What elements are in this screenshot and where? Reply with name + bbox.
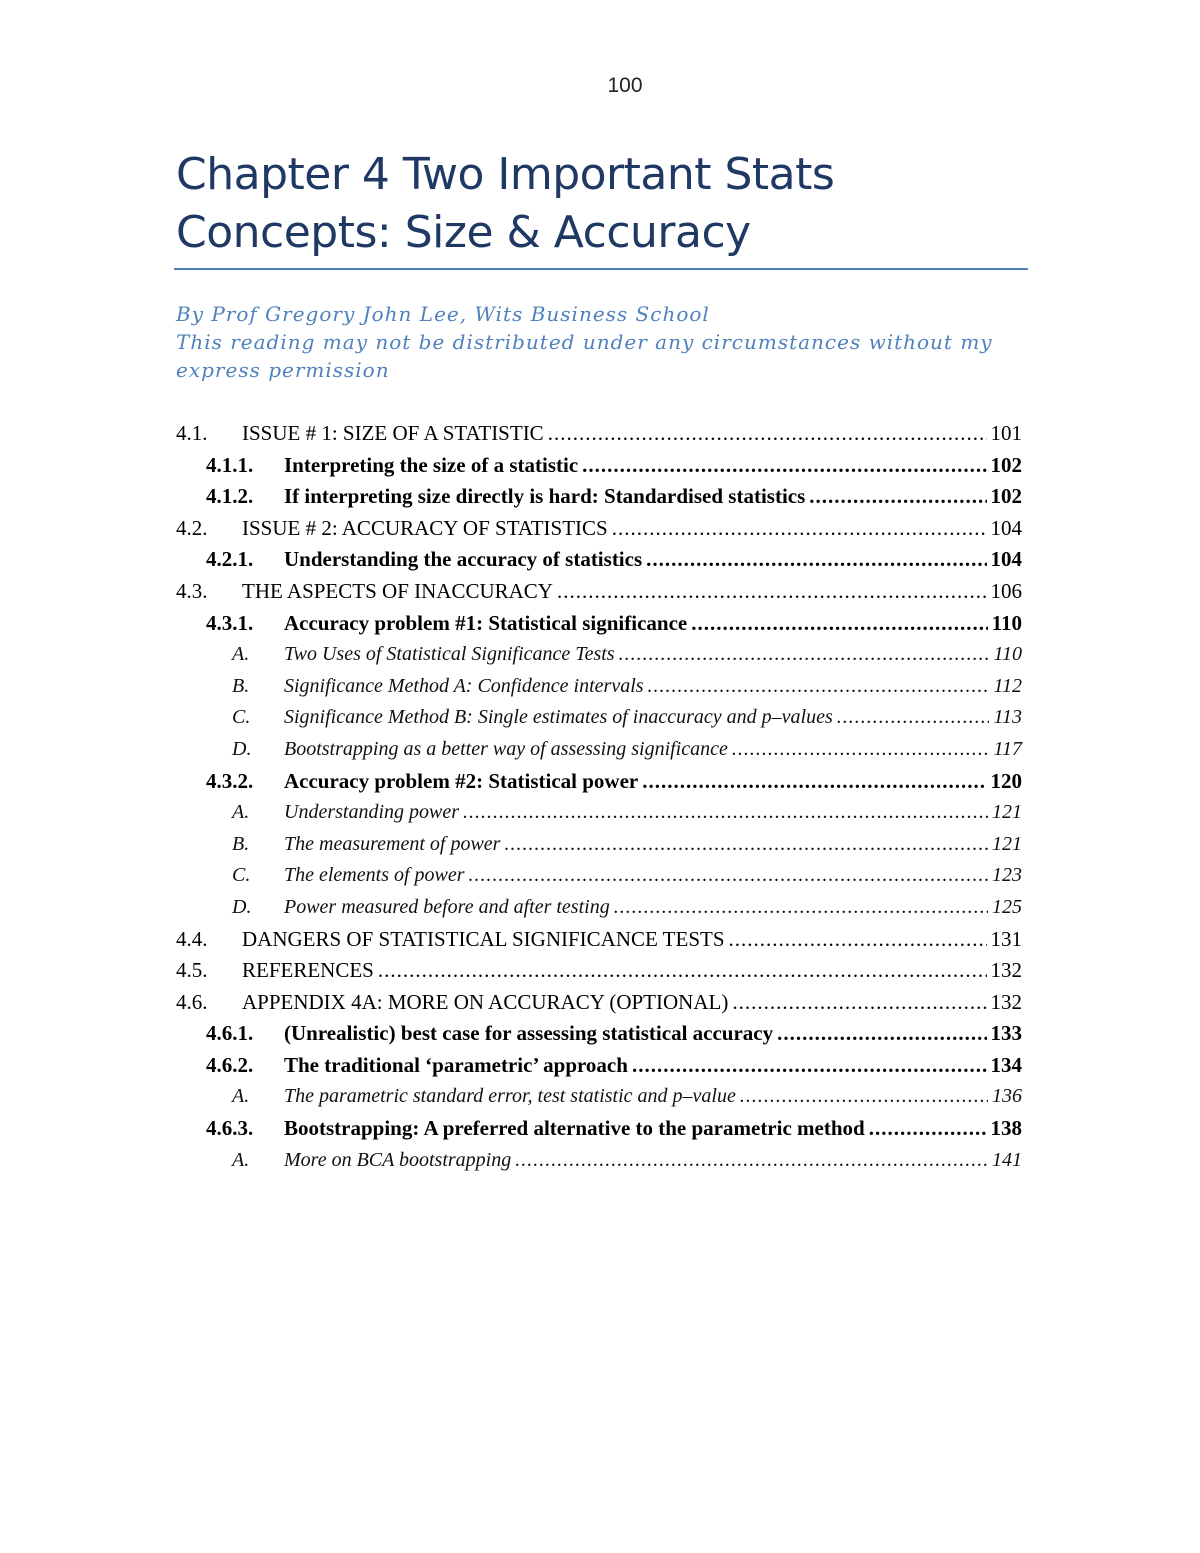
toc-entry-4-3-2-c[interactable] bbox=[176, 860, 1022, 892]
toc-entry-4-6-3-a[interactable] bbox=[176, 1145, 1022, 1177]
toc-title: REFERENCES bbox=[242, 958, 374, 983]
toc-number: C. bbox=[232, 706, 251, 729]
toc-entry-4-4[interactable] bbox=[176, 924, 1022, 956]
toc-leader bbox=[732, 987, 986, 1019]
toc-title: THE ASPECTS OF INACCURACY bbox=[242, 578, 553, 603]
toc-leader bbox=[582, 450, 986, 482]
toc-leader bbox=[646, 544, 986, 576]
toc-title: If interpreting size directly is hard: Standardised statistics bbox=[284, 484, 806, 509]
toc-number: C. bbox=[232, 864, 251, 887]
toc-number: B. bbox=[232, 674, 250, 697]
toc-leader bbox=[729, 924, 987, 956]
toc-number: 4.1. bbox=[176, 421, 208, 445]
toc-number: 4.6.2. bbox=[206, 1052, 254, 1077]
toc-entry-4-1[interactable] bbox=[176, 418, 1022, 450]
toc-leader bbox=[504, 829, 988, 861]
byline-notice-cont: express permission bbox=[176, 358, 390, 382]
toc-leader bbox=[777, 1018, 986, 1050]
toc-title: (Unrealistic) best case for assessing statistical accuracy bbox=[284, 1021, 774, 1046]
toc-entry-4-3-2[interactable] bbox=[176, 766, 1022, 798]
toc-number: 4.6.3. bbox=[206, 1116, 254, 1141]
toc-entry-4-6[interactable] bbox=[176, 987, 1022, 1019]
toc-page: 101 bbox=[990, 421, 1022, 445]
toc-title: The elements of power bbox=[284, 864, 465, 887]
toc-leader bbox=[869, 1113, 987, 1145]
toc-title: ISSUE # 2: ACCURACY OF STATISTICS bbox=[242, 515, 608, 540]
toc-page: 102 bbox=[990, 484, 1022, 509]
toc-leader bbox=[612, 513, 987, 545]
byline-notice: This reading may not be distributed under any circumstances without my bbox=[176, 330, 993, 354]
toc-number: 4.3. bbox=[176, 578, 208, 603]
toc-entry-4-6-2-a[interactable] bbox=[176, 1081, 1022, 1113]
chapter-title-line-2: Concepts: Size & Accuracy bbox=[176, 207, 751, 258]
toc-title: Power measured before and after testing bbox=[284, 895, 610, 918]
toc-leader bbox=[648, 671, 990, 703]
toc-page: 133 bbox=[990, 1021, 1022, 1046]
toc-page: 134 bbox=[990, 1052, 1022, 1077]
table-of-contents bbox=[176, 418, 1022, 1176]
toc-page: 132 bbox=[990, 958, 1022, 983]
toc-number: 4.2. bbox=[176, 515, 208, 540]
toc-title: Two Uses of Statistical Significance Tests bbox=[284, 643, 615, 666]
toc-page: 141 bbox=[992, 1148, 1022, 1171]
toc-entry-4-2-1[interactable] bbox=[176, 544, 1022, 576]
title-divider bbox=[174, 268, 1028, 270]
toc-title: Accuracy problem #1: Statistical significance bbox=[284, 610, 688, 635]
toc-number: 4.1.2. bbox=[206, 484, 254, 509]
toc-entry-4-1-2[interactable] bbox=[176, 481, 1022, 513]
page-number: 100 bbox=[607, 74, 643, 97]
toc-title: Accuracy problem #2: Statistical power bbox=[284, 768, 639, 793]
toc-title: ISSUE # 1: SIZE OF A STATISTIC bbox=[242, 421, 544, 445]
toc-title: Interpreting the size of a statistic bbox=[284, 452, 579, 477]
toc-number: 4.3.1. bbox=[206, 610, 254, 635]
toc-page: 112 bbox=[993, 674, 1022, 697]
toc-leader bbox=[740, 1081, 988, 1113]
toc-number: 4.6.1. bbox=[206, 1021, 254, 1046]
toc-entry-4-2[interactable] bbox=[176, 513, 1022, 545]
toc-entry-4-3-1[interactable] bbox=[176, 608, 1022, 640]
toc-page: 138 bbox=[990, 1116, 1022, 1141]
toc-page: 132 bbox=[990, 989, 1022, 1014]
toc-title: Significance Method A: Confidence intervals bbox=[284, 674, 644, 697]
toc-leader bbox=[632, 1050, 987, 1082]
toc-title: Bootstrapping: A preferred alternative to the parametric method bbox=[284, 1116, 865, 1141]
toc-leader bbox=[469, 860, 988, 892]
toc-number: B. bbox=[232, 832, 250, 855]
toc-title: The traditional ‘parametric’ approach bbox=[284, 1052, 628, 1077]
toc-entry-4-3-1-c[interactable] bbox=[176, 702, 1022, 734]
toc-entry-4-3-2-b[interactable] bbox=[176, 829, 1022, 861]
toc-page: 120 bbox=[990, 768, 1022, 793]
toc-page: 121 bbox=[992, 801, 1022, 824]
toc-title: DANGERS OF STATISTICAL SIGNIFICANCE TESTS bbox=[242, 926, 725, 951]
toc-entry-4-3-2-d[interactable] bbox=[176, 892, 1022, 924]
chapter-title-line-1: Chapter 4 Two Important Stats bbox=[176, 149, 835, 200]
toc-number: D. bbox=[232, 737, 252, 760]
toc-page: 131 bbox=[990, 926, 1022, 951]
toc-number: 4.5. bbox=[176, 958, 208, 983]
toc-page: 125 bbox=[992, 895, 1022, 918]
toc-page: 110 bbox=[993, 643, 1022, 666]
toc-leader bbox=[557, 576, 987, 608]
toc-page: 104 bbox=[990, 515, 1022, 540]
toc-entry-4-3-1-d[interactable] bbox=[176, 734, 1022, 766]
toc-page: 104 bbox=[990, 547, 1022, 572]
toc-entry-4-6-1[interactable] bbox=[176, 1018, 1022, 1050]
toc-leader bbox=[732, 734, 990, 766]
toc-entry-4-3-2-a[interactable] bbox=[176, 797, 1022, 829]
toc-number: 4.6. bbox=[176, 989, 208, 1014]
toc-title: Understanding power bbox=[284, 801, 459, 824]
toc-number: D. bbox=[232, 895, 252, 918]
toc-title: APPENDIX 4A: MORE ON ACCURACY (OPTIONAL) bbox=[242, 989, 729, 1014]
toc-entry-4-1-1[interactable] bbox=[176, 450, 1022, 482]
toc-leader bbox=[837, 702, 990, 734]
toc-number: A. bbox=[232, 1085, 250, 1108]
toc-entry-4-3-1-a[interactable] bbox=[176, 639, 1022, 671]
toc-page: 113 bbox=[993, 706, 1022, 729]
toc-leader bbox=[463, 797, 988, 829]
toc-leader bbox=[614, 892, 988, 924]
toc-number: 4.1.1. bbox=[206, 452, 254, 477]
toc-title: More on BCA bootstrapping bbox=[284, 1148, 512, 1171]
toc-page: 121 bbox=[992, 832, 1022, 855]
toc-entry-4-6-2[interactable] bbox=[176, 1050, 1022, 1082]
toc-leader bbox=[619, 639, 990, 671]
toc-page: 123 bbox=[992, 864, 1022, 887]
toc-entry-4-6-3[interactable] bbox=[176, 1113, 1022, 1145]
toc-number: 4.2.1. bbox=[206, 547, 254, 572]
toc-leader bbox=[691, 608, 987, 640]
toc-title: Understanding the accuracy of statistics bbox=[284, 547, 643, 572]
toc-number: A. bbox=[232, 643, 250, 666]
toc-leader bbox=[642, 766, 986, 798]
toc-entry-4-3[interactable] bbox=[176, 576, 1022, 608]
toc-number: A. bbox=[232, 1148, 250, 1171]
byline-author: By Prof Gregory John Lee, Wits Business School bbox=[176, 302, 710, 326]
toc-number: 4.4. bbox=[176, 926, 208, 951]
byline bbox=[176, 300, 1036, 384]
toc-page: 102 bbox=[990, 452, 1022, 477]
toc-title: The parametric standard error, test statistic and p–value bbox=[284, 1085, 736, 1108]
toc-title: The measurement of power bbox=[284, 832, 501, 855]
toc-leader bbox=[515, 1145, 988, 1177]
toc-leader bbox=[378, 955, 987, 987]
toc-entry-4-5[interactable] bbox=[176, 955, 1022, 987]
toc-leader bbox=[809, 481, 986, 513]
toc-page: 106 bbox=[990, 578, 1022, 603]
toc-page: 117 bbox=[993, 737, 1022, 760]
toc-entry-4-3-1-b[interactable] bbox=[176, 671, 1022, 703]
toc-leader bbox=[548, 418, 987, 450]
chapter-title bbox=[176, 146, 1036, 262]
toc-page: 110 bbox=[991, 610, 1022, 635]
toc-title: Bootstrapping as a better way of assessing significance bbox=[284, 737, 728, 760]
toc-title: Significance Method B: Single estimates of inaccuracy and p–values bbox=[284, 706, 833, 729]
toc-number: 4.3.2. bbox=[206, 768, 254, 793]
toc-number: A. bbox=[232, 801, 250, 824]
toc-page: 136 bbox=[992, 1085, 1022, 1108]
